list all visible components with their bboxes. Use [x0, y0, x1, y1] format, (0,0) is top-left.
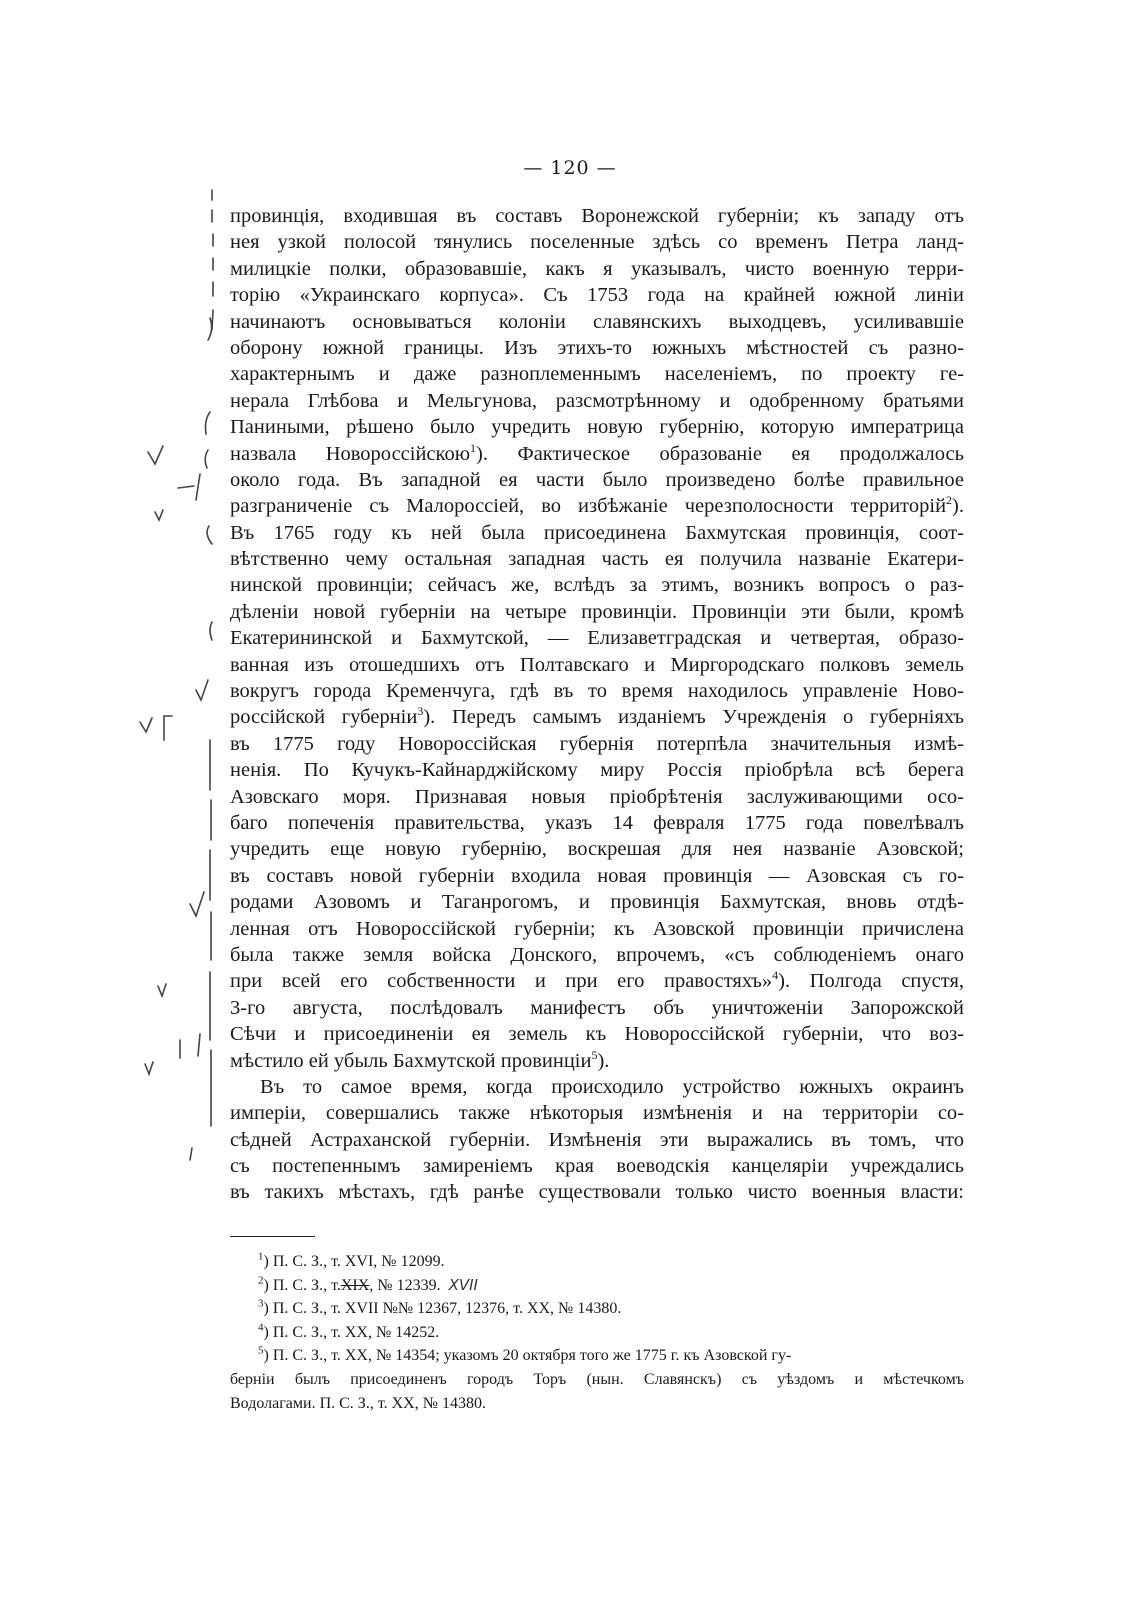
text-line [230, 1100, 964, 1126]
margin-dash-mark [178, 474, 200, 500]
text-line [230, 414, 964, 440]
footnote-separator [230, 1236, 315, 1237]
text-fragment: баго попеченія правительства, указъ 14 февраля 1775 года повелѣвалъ [230, 811, 964, 834]
text-line [230, 309, 964, 335]
margin-small-mark [190, 1148, 192, 1160]
margin-bracket-mark [207, 526, 212, 544]
text-fragment: вокругъ города Кременчуга, гдѣ въ то время находилось управленіе Ново- [230, 680, 964, 703]
footnote-text: ) П. С. З., т. XX, № 14252. [263, 1323, 440, 1341]
footnote-item [230, 1297, 964, 1321]
margin-check-mark [148, 446, 163, 464]
text-fragment: учредить еще новую губернію, воскрешая для нея названіе Азовской; [230, 838, 964, 861]
footnote-mark: 2 [258, 1274, 264, 1287]
text-line [230, 599, 964, 625]
footnote-mark: 5 [258, 1345, 264, 1358]
text-fragment: оборону южной границы. Изъ этихъ-то южныхъ мѣстностей съ разно- [230, 336, 964, 359]
text-line [230, 546, 964, 572]
text-fragment: Въ то самое время, когда происходило устройство южныхъ окраинъ [260, 1075, 964, 1098]
text-fragment: ленная отъ Новороссійской губерніи; къ Азовской провинціи причислена [230, 917, 964, 940]
text-line [230, 678, 964, 704]
text-line [230, 625, 964, 651]
text-fragment: ванная изъ отошедшихъ отъ Полтавскаго и Миргородскаго полковъ земель [230, 653, 964, 676]
text-line [230, 493, 964, 519]
text-fragment: въ 1775 году Новороссійская губернія потерпѣла значительныя измѣ- [230, 732, 964, 755]
text-line [230, 704, 964, 730]
text-fragment: сѣдней Астраханской губерніи. Измѣненія эти выражались въ томъ, что [230, 1128, 964, 1151]
footnote-text: , № 12339. [369, 1276, 441, 1294]
text-fragment: была также земля войска Донского, впрочемъ, «съ соблюденіемъ онаго [230, 943, 964, 966]
margin-vertical-mark [180, 1034, 200, 1058]
margin-check-mark [155, 510, 163, 520]
body-text [230, 203, 964, 1206]
text-fragment: Въ 1765 году къ ней была присоединена Бахмутская провинція, соот- [230, 521, 964, 544]
text-line [230, 335, 964, 361]
margin-bracket-mark [206, 412, 211, 434]
text-line [230, 784, 964, 810]
page-number: — 120 — [523, 157, 617, 179]
text-line [230, 1127, 964, 1153]
text-fragment: торію «Украинскаго корпуса». Съ 1753 года на крайней южной линіи [230, 284, 964, 307]
margin-check-mark [196, 680, 208, 700]
text-line [230, 863, 964, 889]
footnote-item [230, 1250, 964, 1274]
footnotes [230, 1250, 964, 1415]
footnote-text: ) П. С. З., т. XVII №№ 12367, 12376, т. XX, № 14380. [263, 1300, 622, 1318]
text-line [230, 1153, 964, 1179]
text-line [230, 520, 964, 546]
margin-hook-mark [208, 318, 212, 340]
text-fragment: начинаютъ основываться колоніи славянскихъ выходцевъ, усиливавшіе [230, 310, 964, 333]
margin-vertical-line [210, 740, 211, 1126]
text-fragment: Азовскаго моря. Признавая новыя пріобрѣтенія заслуживающими осо- [230, 785, 964, 808]
text-line [230, 441, 964, 467]
text-fragment: въ такихъ мѣстахъ, гдѣ ранѣе существовали только чисто военныя власти: [230, 1181, 964, 1204]
footnote-continuation: берніи былъ присоединенъ городъ Торъ (нын. Славянскъ) съ уѣздомъ и мѣстечкомъ [230, 1370, 964, 1388]
text-fragment: нея узкой полосой тянулись поселенные здѣсь со временъ Петра ланд- [230, 231, 964, 254]
text-line [230, 361, 964, 387]
text-fragment: дѣленіи новой губерніи на четыре провинціи. Провинціи эти были, кромѣ [230, 600, 964, 623]
text-line [230, 1074, 964, 1100]
text-line [230, 942, 964, 968]
footnote-item [230, 1344, 964, 1368]
margin-bracket-mark [164, 716, 172, 740]
text-fragment: около года. Въ западной ея части было произведено болѣе правильное [230, 468, 964, 491]
margin-dotted-line [212, 190, 213, 330]
text-line [230, 731, 964, 757]
footnote-item [230, 1321, 964, 1345]
text-line [230, 810, 964, 836]
struck-text: XIX [340, 1276, 370, 1294]
text-line [230, 836, 964, 862]
footnote-reference[interactable]: 2 [946, 493, 953, 508]
text-line [230, 757, 964, 783]
margin-check-mark [140, 718, 152, 732]
footnote-reference[interactable]: 4 [772, 968, 779, 983]
text-fragment: милицкіе полки, образовавшіе, какъ я указывалъ, чисто военную терри- [230, 257, 964, 280]
text-fragment: въ составъ новой губерніи входила новая провинція — Азовская съ го- [230, 864, 964, 887]
footnote-item [230, 1274, 964, 1298]
margin-bracket-mark [210, 622, 212, 640]
text-line [230, 256, 964, 282]
footnote-text: ) П. С. З., т. [263, 1276, 341, 1294]
footnote-continuation: Водолагами. П. С. З., т. XX, № 14380. [230, 1394, 486, 1412]
text-line [230, 203, 964, 229]
text-fragment: Паниными, рѣшено было учредить новую губернію, которую императрица [230, 416, 964, 439]
text-line [230, 652, 964, 678]
text-line [230, 467, 964, 493]
text-fragment: ненія. По Кучукъ-Кайнарджійскому миру Россія пріобрѣла всѣ берега [230, 759, 964, 782]
margin-check-mark [158, 984, 166, 996]
text-fragment: разграниченіе съ Малороссіей, во избѣжаніе черезполосности территорій [230, 495, 947, 518]
text-fragment: 3-го августа, послѣдовалъ манифестъ объ уничтоженіи Запорожской [230, 996, 964, 1019]
footnote-text: ) П. С. З., т. XVI, № 12099. [263, 1253, 445, 1270]
margin-check-mark [145, 1062, 153, 1074]
text-line [230, 916, 964, 942]
text-line [230, 388, 964, 414]
footnote-reference[interactable]: 5 [591, 1047, 598, 1062]
text-fragment: ). [952, 495, 964, 518]
text-line [230, 968, 964, 994]
text-fragment: характернымъ и даже разноплеменнымъ населеніемъ, по проекту ге- [230, 363, 964, 386]
footnote-reference[interactable]: 3 [417, 704, 424, 719]
margin-check-mark [190, 892, 204, 916]
text-line [230, 995, 964, 1021]
footnote-mark: 1 [258, 1250, 264, 1263]
text-fragment: имперіи, совершались также нѣкоторыя измѣненія и на территоріи со- [230, 1102, 964, 1125]
footnote-text: ) П. С. З., т. XX, № 14354; указомъ 20 октября того же 1775 г. къ Азовской гу- [263, 1347, 792, 1365]
text-fragment: Екатерининской и Бахмутской, — Елизаветградская и четвертая, образо- [230, 627, 964, 650]
footnote-reference[interactable]: 1 [470, 440, 477, 455]
text-fragment: провинція, входившая въ составъ Воронежской губерніи; къ западу отъ [230, 205, 964, 227]
text-line [230, 229, 964, 255]
text-fragment: нерала Глѣбова и Мельгунова, разсмотрѣнному и одобренному братьями [230, 389, 964, 412]
footnote-mark: 3 [258, 1297, 264, 1310]
text-fragment: ). Полгода спустя, [778, 970, 964, 993]
text-line [230, 572, 964, 598]
text-fragment: ). [597, 1049, 610, 1072]
margin-bracket-mark [205, 450, 208, 468]
text-fragment: ). Передъ самымъ изданіемъ Учрежденія о губерніяхъ [423, 706, 964, 729]
text-line [230, 1179, 964, 1205]
text-fragment: мѣстило ей убыль Бахмутской провинціи [230, 1049, 592, 1072]
text-fragment: ). Фактическое образованіе ея продолжалось [476, 442, 964, 465]
text-line [230, 1048, 964, 1074]
text-line [230, 282, 964, 308]
text-fragment: нинской провинціи; сейчасъ же, вслѣдъ за этимъ, возникъ вопросъ о раз- [230, 574, 964, 597]
text-fragment: назвала Новороссійскою [230, 442, 471, 465]
text-line [230, 1021, 964, 1047]
text-fragment: вѣтственно чему остальная западная часть ея получила названіе Екатери- [230, 548, 964, 571]
text-fragment: при всей его собственности и при его правостяхъ» [230, 970, 773, 993]
text-fragment: родами Азовомъ и Таганрогомъ, и провинція Бахмутская, вновь отдѣ- [230, 891, 964, 914]
text-fragment: Сѣчи и присоединеніи ея земель къ Новороссійской губерніи, что воз- [230, 1023, 964, 1046]
text-line [230, 889, 964, 915]
text-fragment: съ постепеннымъ замиреніемъ края воеводскія канцеляріи учреждались [230, 1155, 964, 1178]
footnote-mark: 4 [258, 1321, 264, 1334]
text-fragment: россійской губерніи [230, 706, 418, 729]
handwritten-correction: XVII [448, 1275, 478, 1294]
